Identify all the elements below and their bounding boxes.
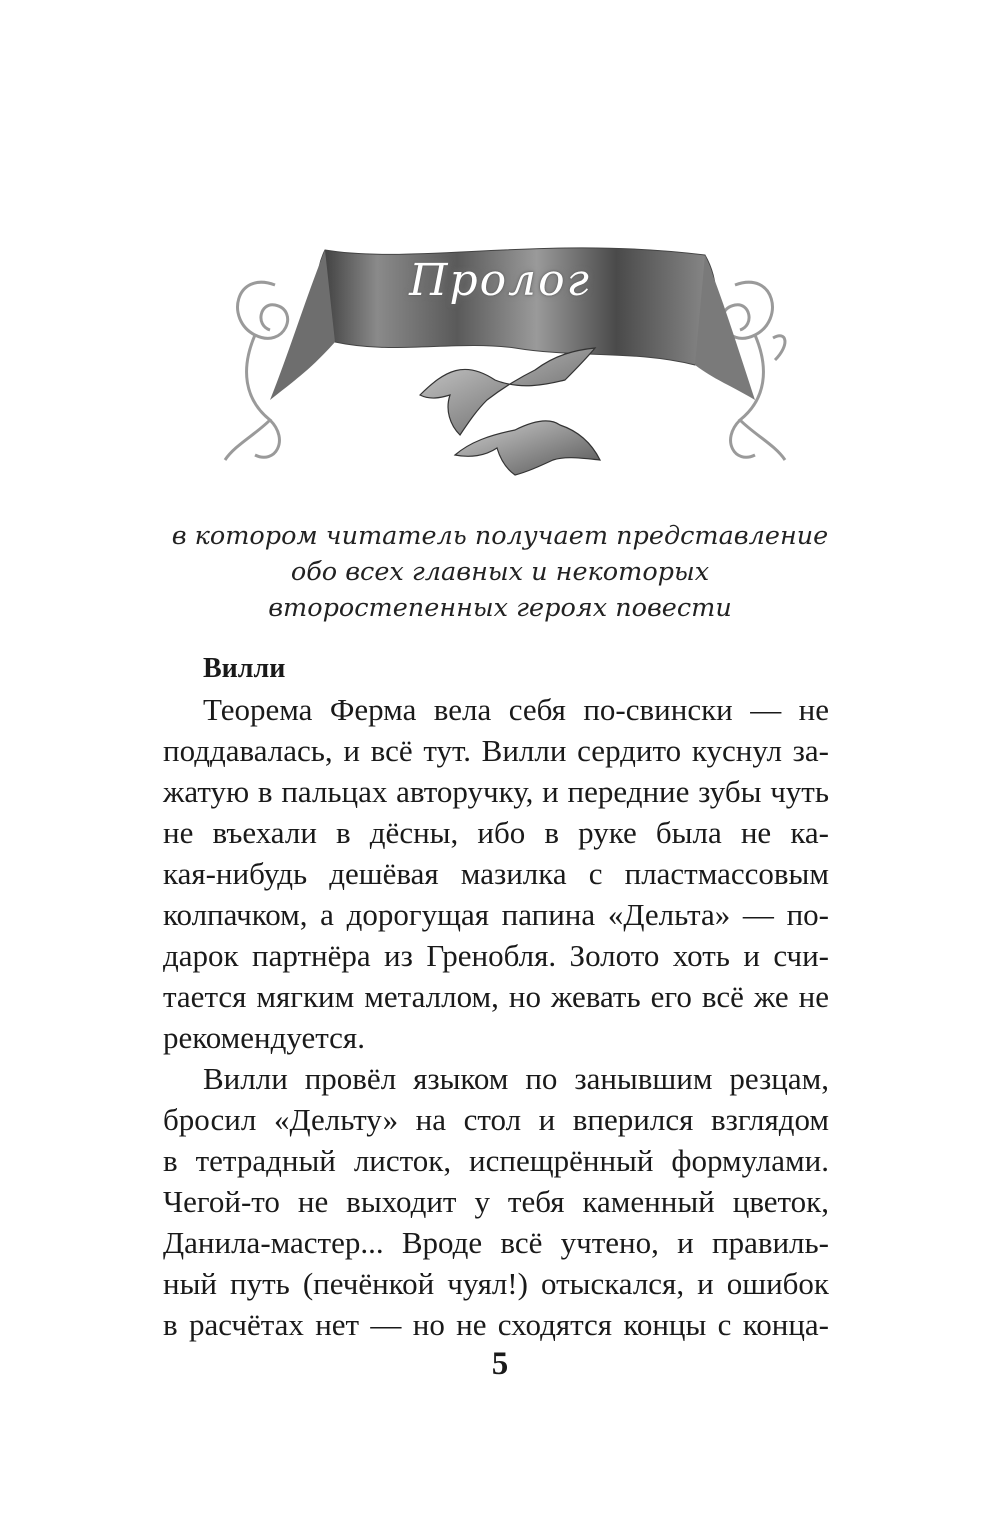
- text-line: ный путь (печёнкой чуял!) отыскался, и ошибок: [163, 1266, 829, 1301]
- text-line: Вилли провёл языком по занывшим резцам,: [203, 1061, 829, 1096]
- text-line: рекомендуется.: [163, 1020, 365, 1055]
- text-line: кая-нибудь дешёвая мазилка с пластмассовым: [163, 856, 829, 891]
- text-line: не въехали в дёсны, ибо в руке была не ка-: [163, 815, 829, 850]
- paragraph: [163, 1058, 829, 1345]
- subtitle-line: обо всех главных и некоторых: [290, 557, 710, 587]
- text-line: Чегой-то не выходит у тебя каменный цветок,: [163, 1184, 829, 1219]
- paragraph: [163, 689, 829, 1058]
- page-number: 5: [491, 1346, 509, 1382]
- body-text: [163, 648, 829, 1345]
- section-heading: Вилли: [203, 653, 286, 684]
- chapter-title: Пролог: [409, 255, 591, 306]
- chapter-subtitle: [150, 518, 850, 626]
- text-line: бросил «Дельту» на стол и вперился взглядом: [163, 1102, 829, 1137]
- text-line: дарок партнёра из Гренобля. Золото хоть и счи-: [163, 938, 829, 973]
- text-line: колпачком, а дорогущая папина «Дельта» — по-: [163, 897, 829, 932]
- subtitle-line: в котором читатель получает представление: [171, 521, 829, 551]
- text-line: поддавалась, и всё тут. Вилли сердито куснул за-: [163, 733, 829, 768]
- text-line: Теорема Ферма вела себя по-свински — не: [203, 692, 829, 727]
- subtitle-line: второстепенных героях повести: [268, 593, 732, 623]
- text-line: жатую в пальцах авторучку, и передние зубы чуть: [163, 774, 829, 809]
- text-line: тается мягким металлом, но жевать его всё же не: [163, 979, 829, 1014]
- text-line: в расчётах нет — но не сходятся концы с конца-: [163, 1307, 829, 1342]
- text-line: Данила-мастер... Вроде всё учтено, и правиль-: [163, 1225, 829, 1260]
- text-line: в тетрадный листок, испещрённый формулами.: [163, 1143, 829, 1178]
